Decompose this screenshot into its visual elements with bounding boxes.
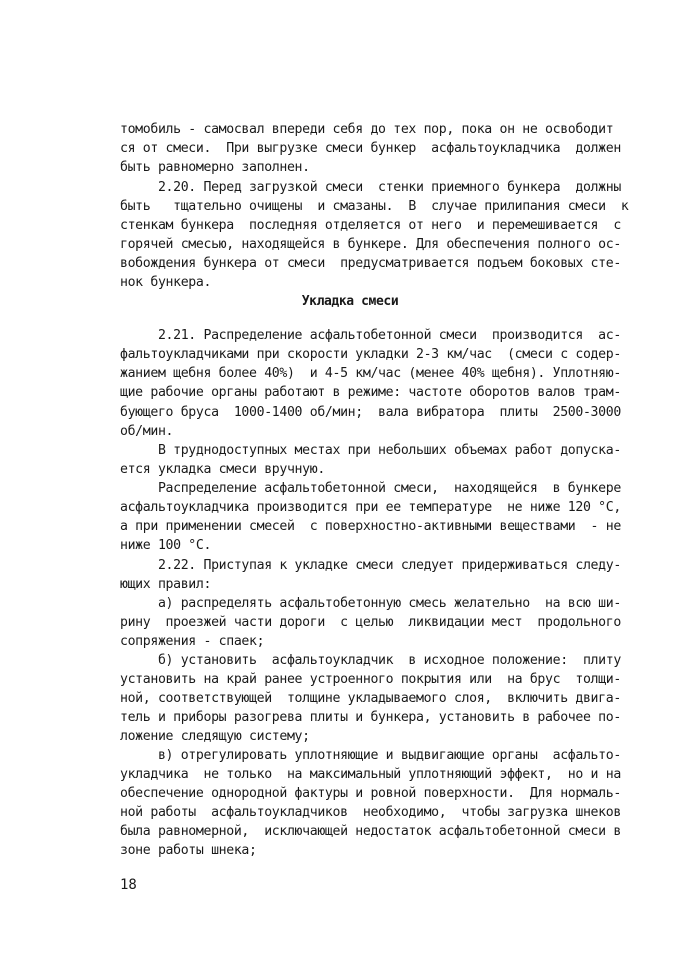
text-line: быть равномерно заполнен.: [120, 160, 310, 175]
text-line: щие рабочие органы работают в режиме: частоте оборотов валов трам-: [120, 385, 621, 400]
section-heading: Укладка смеси: [301, 294, 399, 309]
text-line: установить на край ранее устроенного покрытия или на брус толщи-: [120, 672, 621, 687]
text-line: а) распределять асфальтобетонную смесь желательно на всю ши-: [120, 596, 621, 611]
text-line: нок бункера.: [120, 275, 212, 290]
text-line: горячей смесью, находящейся в бункере. Для обеспечения полного ос-: [120, 237, 621, 252]
text-line: 2.22. Приступая к укладке смеси следует придерживаться следу-: [120, 558, 621, 573]
text-line: ной работы асфальтоукладчиков необходимо, чтобы загрузка шнеков: [120, 805, 621, 820]
text-line: стенкам бункера последняя отделяется от него и перемешивается с: [120, 218, 621, 233]
text-line: была равномерной, исключающей недостаток асфальтобетонной смеси в: [120, 824, 621, 839]
text-line: б) установить асфальтоукладчик в исходное положение: плиту: [120, 653, 621, 668]
text-line: тель и приборы разогрева плиты и бункера, установить в рабочее по-: [120, 710, 621, 725]
text-line: томобиль - самосвал впереди себя до тех пор, пока он не освободит: [120, 122, 614, 137]
text-line: об/мин.: [120, 424, 174, 439]
text-line: ниже 100 °С.: [120, 538, 212, 553]
text-line: рину проезжей части дороги с целью ликвидации мест продольного: [120, 615, 621, 630]
text-line: ложение следящую систему;: [120, 729, 310, 744]
text-line: бующего бруса 1000-1400 об/мин; вала вибратора плиты 2500-3000: [120, 405, 621, 420]
text-line: ющих правил:: [120, 577, 212, 592]
text-line: укладчика не только на максимальный уплотняющий эффект, но и на: [120, 767, 621, 782]
text-line: асфальтоукладчика производится при ее температуре не ниже 120 °С,: [120, 500, 621, 515]
text-line: быть тщательно очищены и смазаны. В случае прилипания смеси к: [120, 199, 629, 214]
text-line: в) отрегулировать уплотняющие и выдвигающие органы асфальто-: [120, 748, 621, 763]
text-line: обеспечение однородной фактуры и ровной поверхности. Для нормаль-: [120, 786, 621, 801]
text-line: фальтоукладчиками при скорости укладки 2-3 км/час (смеси с содер-: [120, 347, 621, 362]
text-line: 2.20. Перед загрузкой смеси стенки приемного бункера должны: [120, 180, 621, 195]
text-line: жанием щебня более 40%) и 4-5 км/час (менее 40% щебня). Уплотняю-: [120, 366, 621, 381]
text-line: ется укладка смеси вручную.: [120, 462, 325, 477]
text-line: вобождения бункера от смеси предусматривается подъем боковых сте-: [120, 256, 621, 271]
text-line: В труднодоступных местах при небольших объемах работ допуска-: [120, 443, 621, 458]
text-line: ся от смеси. При выгрузке смеси бункер асфальтоукладчика должен: [120, 141, 621, 156]
text-line: зоне работы шнека;: [120, 843, 257, 858]
page-number: 18: [120, 877, 137, 893]
text-line: Распределение асфальтобетонной смеси, находящейся в бункере: [120, 481, 621, 496]
text-line: ной, соответствующей толщине укладываемого слоя, включить двига-: [120, 691, 621, 706]
text-line: а при применении смесей с поверхностно-активными веществами - не: [120, 519, 621, 534]
text-line: 2.21. Распределение асфальтобетонной смеси производится ас-: [120, 328, 621, 343]
text-line: сопряжения - спаек;: [120, 634, 265, 649]
